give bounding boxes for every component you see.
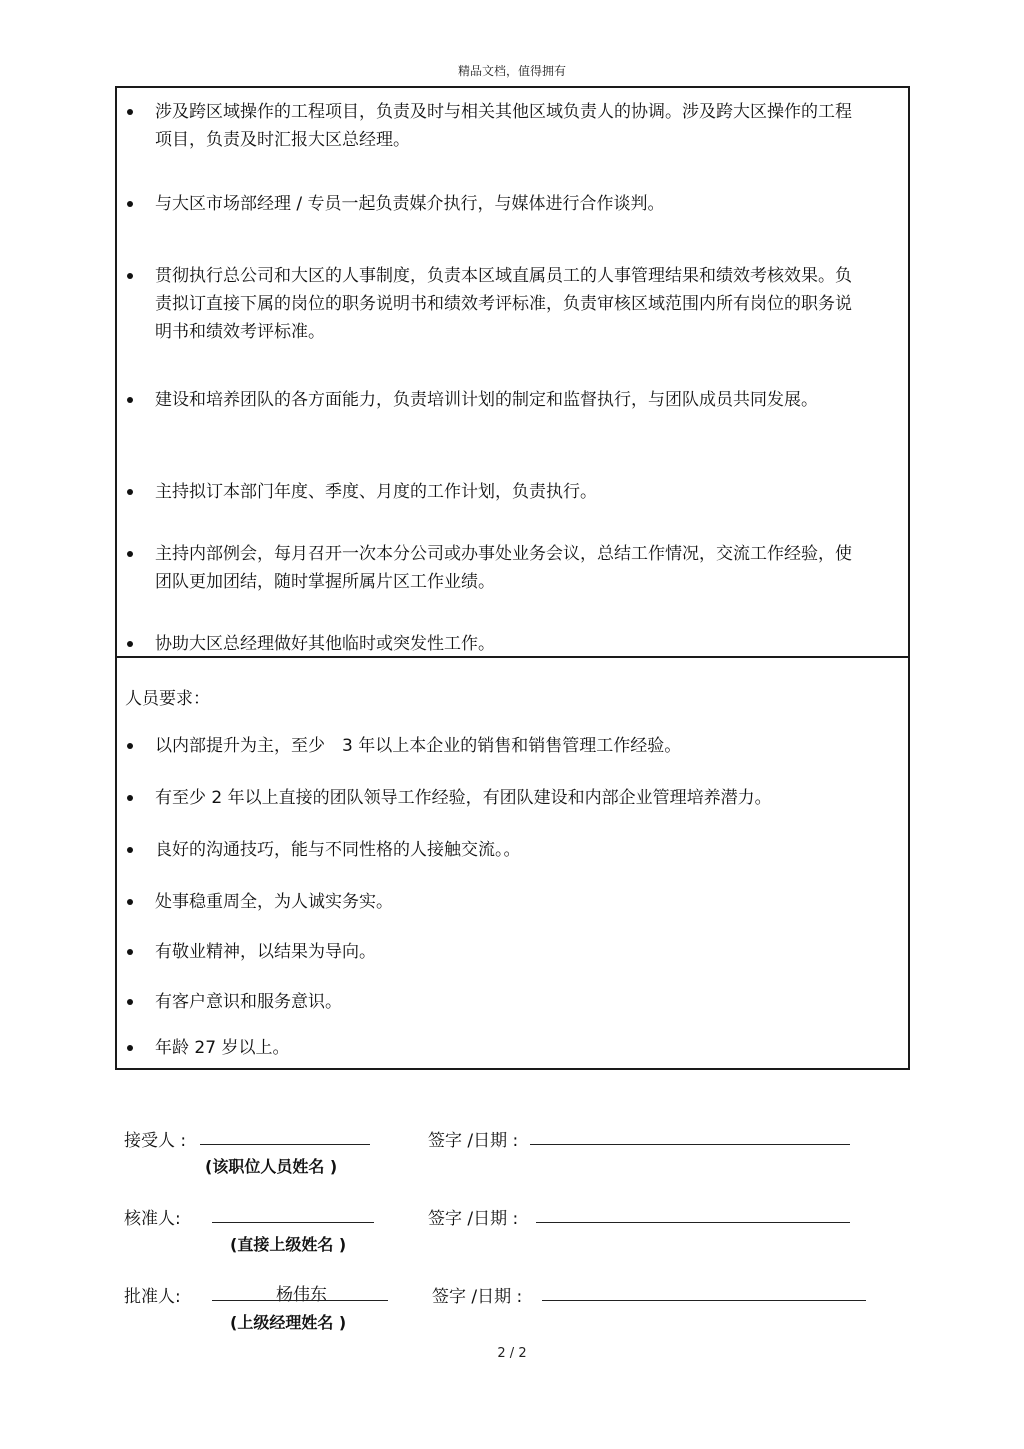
duty-text: 主持拟订本部门年度、季度、月度的工作计划，负责执行。 [155, 482, 597, 502]
acceptor-name-line[interactable] [200, 1144, 370, 1145]
acceptor-sign-line[interactable] [530, 1144, 850, 1145]
bullet-icon [127, 999, 133, 1005]
checker-name-line[interactable] [212, 1222, 374, 1223]
duty-item [127, 190, 867, 218]
bullet-icon [127, 1045, 133, 1051]
requirement-item [127, 938, 867, 966]
bullet-icon [127, 109, 133, 115]
bullet-icon [127, 899, 133, 905]
bullet-icon [127, 489, 133, 495]
duty-text: 协助大区总经理做好其他临时或突发性工作。 [155, 634, 495, 654]
bullet-icon [127, 551, 133, 557]
duty-text: 贯彻执行总公司和大区的人事制度，负责本区域直属员工的人事管理结果和绩效考核效果。负责拟订直接下属的岗位的职务说明书和绩效考评标准，负责审核区域范围内所有岗位的职务说明书和绩效考评标准。 [155, 266, 852, 342]
bullet-icon [127, 795, 133, 801]
acceptor-sign-label: 签字 /日期 : [428, 1131, 519, 1151]
bullet-icon [127, 847, 133, 853]
page-number: 2 / 2 [497, 1346, 527, 1361]
approver-sign-line[interactable] [542, 1300, 866, 1301]
bullet-icon [127, 397, 133, 403]
requirement-text: 有敬业精神，以结果为导向。 [155, 942, 376, 962]
duty-item [127, 540, 867, 596]
duty-text: 主持内部例会，每月召开一次本分公司或办事处业务会议，总结工作情况，交流工作经验，使团队更加团结，随时掌握所属片区工作业绩。 [155, 544, 852, 592]
acceptor-label: 接受人 : [124, 1131, 187, 1151]
duty-item [127, 478, 867, 506]
duty-item [127, 98, 867, 154]
checker-sign-line[interactable] [536, 1222, 850, 1223]
requirement-item [127, 988, 867, 1016]
approver-hint: (上级经理姓名 ) [230, 1313, 347, 1332]
requirement-item [127, 836, 867, 864]
bullet-icon [127, 273, 133, 279]
checker-sign-label: 签字 /日期 : [428, 1209, 519, 1229]
header-note: 精品文档，值得拥有 [457, 64, 566, 78]
acceptor-hint: (该职位人员姓名 ) [205, 1157, 338, 1176]
requirement-item [127, 732, 867, 760]
bullet-icon [127, 743, 133, 749]
requirement-text: 有至少 2 年以上直接的团队领导工作经验，有团队建设和内部企业管理培养潜力。 [155, 788, 772, 808]
approver-sign-label: 签字 /日期 : [432, 1287, 523, 1307]
duty-item [127, 386, 867, 414]
requirement-item [127, 888, 867, 916]
duty-text: 涉及跨区域操作的工程项目，负责及时与相关其他区域负责人的协调。涉及跨大区操作的工程项目，负责及时汇报大区总经理。 [155, 102, 852, 150]
requirement-item [127, 1034, 867, 1062]
bullet-icon [127, 201, 133, 207]
duties-box [115, 86, 910, 658]
approver-name-line[interactable] [212, 1300, 388, 1301]
duty-text: 与大区市场部经理 / 专员一起负责媒介执行，与媒体进行合作谈判。 [155, 194, 665, 214]
duty-item [127, 262, 867, 346]
checker-hint: (直接上级姓名 ) [230, 1235, 347, 1254]
requirements-box [115, 656, 910, 1070]
requirement-text: 年龄 27 岁以上。 [155, 1038, 290, 1058]
requirement-text: 处事稳重周全，为人诚实务实。 [155, 892, 393, 912]
duty-text: 建设和培养团队的各方面能力，负责培训计划的制定和监督执行，与团队成员共同发展。 [155, 390, 818, 410]
duty-item [127, 630, 867, 658]
approver-label: 批准人: [124, 1287, 181, 1307]
bullet-icon [127, 641, 133, 647]
checker-label: 核准人: [124, 1209, 181, 1229]
bullet-icon [127, 949, 133, 955]
requirements-heading: 人员要求： [125, 689, 210, 709]
requirement-item [127, 784, 867, 812]
requirement-text: 良好的沟通技巧，能与不同性格的人接触交流。。 [155, 840, 521, 860]
requirement-text: 有客户意识和服务意识。 [155, 992, 342, 1012]
approver-name: 杨伟东 [276, 1285, 327, 1305]
requirement-text: 以内部提升为主，至少 3 年以上本企业的销售和销售管理工作经验。 [155, 736, 682, 756]
